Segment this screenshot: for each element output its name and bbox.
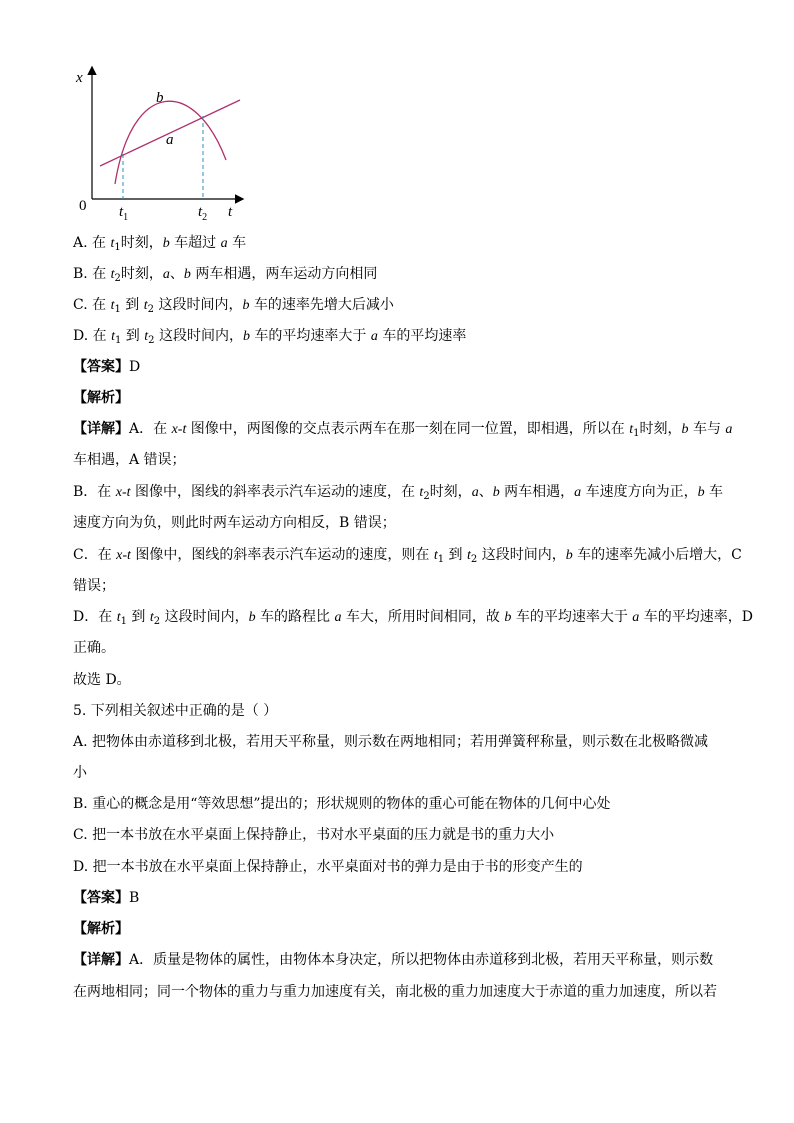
- t2-label: $t_2$: [198, 204, 208, 223]
- q4-detail-c-line1: C．在 x-t 图像中，图线的斜率表示汽车运动的速度，则在 $t_1$ 到 $t_2$ 这段时间内，b 车的速率先减小后增大，C: [73, 547, 742, 565]
- q5-stem: 5. 下列相关叙述中正确的是（ ）: [73, 703, 278, 719]
- t1-label: $t_1$: [119, 204, 129, 223]
- q5-option-a-line2: 小: [73, 765, 87, 781]
- y-axis-label: x: [76, 70, 83, 86]
- q4-option-c: C. 在 $t_1$ 到 $t_2$ 这段时间内，b 车的速率先增大后减小: [73, 297, 394, 315]
- q4-answer: 【答案】D: [73, 359, 141, 375]
- q5-option-d: D. 把一本书放在水平桌面上保持静止，水平桌面对书的弹力是由于书的形变产生的: [73, 859, 583, 875]
- q4-detail-c-line2: 错误；: [73, 578, 115, 594]
- q4-detail-a-line1: 【详解】A．在 x-t 图像中，两图像的交点表示两车在那一刻在同一位置，即相遇，所以在 $t_1$时刻，b 车与 a: [73, 421, 733, 439]
- q5-option-b: B. 重心的概念是用“等效思想”提出的；形状规则的物体的重心可能在物体的几何中心处: [73, 796, 611, 812]
- curve-a-label: a: [166, 132, 174, 148]
- q4-conclusion: 故选 D。: [73, 672, 131, 688]
- xt-graph-figure: [70, 62, 250, 227]
- q4-analysis-heading: 【解析】: [73, 390, 129, 406]
- q4-detail-b-line1: B．在 x-t 图像中，图线的斜率表示汽车运动的速度，在 $t_2$时刻，a、b 两车相遇，a 车速度方向为正，b 车: [73, 484, 724, 502]
- q5-option-c: C. 把一本书放在水平桌面上保持静止，书对水平桌面的压力就是书的重力大小: [73, 827, 555, 843]
- q5-answer: 【答案】B: [73, 890, 140, 906]
- curve-b-label: b: [156, 90, 164, 106]
- q4-option-d: D. 在 $t_1$ 到 $t_2$ 这段时间内，b 车的平均速率大于 a 车的平均速率: [73, 328, 467, 346]
- origin-label: 0: [79, 198, 87, 214]
- q4-option-b: B. 在 $t_2$时刻，a、b 两车相遇，两车运动方向相同: [73, 266, 378, 284]
- q4-detail-d-line2: 正确。: [73, 640, 115, 656]
- q5-analysis-heading: 【解析】: [73, 921, 129, 937]
- q5-detail-line1: 【详解】A．质量是物体的属性，由物体本身决定，所以把物体由赤道移到北极，若用天平称量，则示数: [73, 952, 714, 968]
- q5-detail-line2: 在两地相同；同一个物体的重力与重力加速度有关，南北极的重力加速度大于赤道的重力加速度，所以若: [73, 984, 717, 1000]
- x-axis-label: t: [228, 204, 233, 220]
- q4-detail-a-line2: 车相遇，A 错误；: [73, 452, 186, 468]
- q4-detail-b-line2: 速度方向为负，则此时两车运动方向相反，B 错误；: [73, 515, 396, 531]
- q5-option-a-line1: A. 把物体由赤道移到北极，若用天平称量，则示数在两地相同；若用弹簧秤称量，则示数在北极略微减: [73, 734, 709, 750]
- q4-option-a: A. 在 $t_1$时刻，b 车超过 a 车: [73, 235, 247, 253]
- q4-detail-d-line1: D．在 $t_1$ 到 $t_2$ 这段时间内，b 车的路程比 a 车大，所用时间相同，故 b 车的平均速率大于 a 车的平均速率，D: [73, 609, 753, 627]
